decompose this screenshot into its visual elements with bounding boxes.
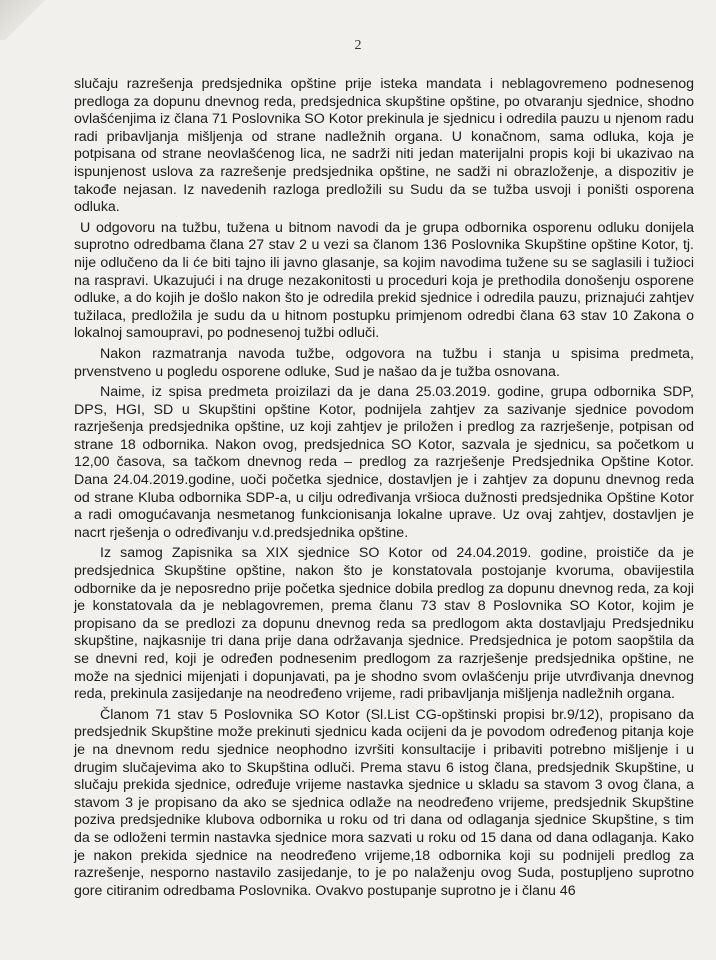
paragraph-4: Naime, iz spisa predmeta proizilazi da je dana 25.03.2019. godine, grupa odbornika SDP, DPS, HGI, SD u Skupštini opštine Kotor, podnijela zahtjev za sazivanje sjednice povodom razrješenja predsjednika opštine, uz koji zahtjev je priložen i predlog za razrješenje, potpisan od strane 18 odbornika. Nakon ovog, predsjednica SO Kotor, sazvala je sjednicu, sa početkom u 12,00 časova, sa tačkom dnevnog reda – predlog za razrješenje Predsjednika Opštine Kotor. Dana 24.04.2019.godine, uoči početka sjednice, dostavljen je i zahtjev za dopunu dnevnog reda od strane Kluba odbornika SDP-a, u cilju određivanja vršioca dužnosti predsjednika Opštine Kotor a radi omogućavanja nesmetanog funkcionisanja lokalne uprave. Uz ovaj zahtjev, dostavljen je nacrt rješenja o određivanju v.d.predsjednika opštine. <box>74 384 694 541</box>
paragraph-1: slučaju razrešenja predsjednika opštine prije isteka mandata i neblagovremeno podnesenog predloga za dopunu dnevnog reda, predsjednica skupštine opštine, po otvaranju sjednice, shodno ovlašćenjima iz člana 71 Poslovnika SO Kotor prekinula je sjednicu i odredila pauzu u njenom radu radi pribavljanja mišljenja od strane nadležnih organa. U konačnom, sama odluka, koja je potpisana od strane neovlašćenog lica, ne sadrži niti jedan materijalni propis koji bi ukazivao na ispunjenost uslova za razrešenje predsjednika opštine, ne sadži ni obrazloženje, a dispozitiv je takođe nejasan. Iz navedenih razloga predložili su Sudu da se tužba usvoji i poništi osporena odluka. <box>74 76 694 216</box>
page-fold-shadow <box>0 0 60 40</box>
document-body <box>74 76 694 903</box>
paragraph-3: Nakon razmatranja navoda tužbe, odgovora na tužbu i stanja u spisima predmeta, prvenstveno u pogledu osporene odluke, Sud je našao da je tužba osnovana. <box>74 345 694 380</box>
paragraph-2: U odgovoru na tužbu, tužena u bitnom navodi da je grupa odbornika osporenu odluku donijela suprotno odredbama člana 27 stav 2 u vezi sa članom 136 Poslovnika Skupštine opštine Kotor, tj. nije odlučeno da li će biti tajno ili javno glasanje, sa kojim navodima tužene su se saglasili i tužioci na raspravi. Ukazujući i na druge nezakonitosti u proceduri koja je prethodila donošenju osporene odluke, a do kojih je došlo nakon što je odredila prekid sjednice i odredila pauzu, priznajući zahtjev tužilaca, predložila je sudu da u hitnom postupku primjenom odredbi člana 63 stav 10 Zakona o lokalnoj samoupravi, po podnesenoj tužbi odluči. <box>74 219 694 342</box>
page-number: 2 <box>354 38 362 53</box>
paragraph-6: Članom 71 stav 5 Poslovnika SO Kotor (Sl.List CG-opštinski propisi br.9/12), propisano da predsjednik Skupštine može prekinuti sjednicu kada ocijeni da je povodom određenog pitanja koje je na dnevnom redu sjednice neophodno izvršiti konsultacije i pribaviti potrebno mišljenje i u drugim slučajevima ako to Skupština odluči. Prema stavu 6 istog člana, predsjednik Skupštine, u slučaju prekida sjednice, određuje vrijeme nastavka sjednice u skladu sa stavom 3 ovog člana, a stavom 3 je propisano da ako se sjednica odlaže na neodređeno vrijeme, predsjednik Skupštine poziva predsjednike klubova odbornika u roku od tri dana od odlaganja sjednice Skupštine, s tim da se odloženi termin nastavka sjednice mora sazvati u roku od 15 dana od dana odlaganja. Kako je nakon prekida sjednice na neodređeno vrijeme,18 odbornika koji su podnijeli predlog za razrešenje, nesporno nastavilo zasijedanje, to je po nalaženju ovog Suda, postupljeno suprotno gore citiranim odredbama Poslovnika. Ovakvo postupanje suprotno je i članu 46 <box>74 706 694 899</box>
paragraph-5: Iz samog Zapisnika sa XIX sjednice SO Kotor od 24.04.2019. godine, proističe da je predsjednica Skupštine opštine, nakon što je konstatovala postojanje kvoruma, obavijestila odbornike da je neposredno prije početka sjednice dobila predlog za dopunu dnevnog reda, za koji je konstatovala da je neblagovremen, prema članu 73 stav 8 Poslovnika SO Kotor, kojim je propisano da se predlozi za dopunu dnevnog reda sa predlogom akta dostavljaju Predsjedniku skupštine, najkasnije tri dana prije dana održavanja sjednice. Predsjednica je potom saopštila da se dnevni red, koji je određen podnesenim predlogom za razrješenje predsjednika opštine, ne može na sjednici mijenjati i dopunjavati, pa je shodno svom ovlašćenju prije utvrđivanja dnevnog reda, prekinula zasijedanje na neodređeno vrijeme, radi pribavljanja mišljenja nadležnih organa. <box>74 545 694 703</box>
